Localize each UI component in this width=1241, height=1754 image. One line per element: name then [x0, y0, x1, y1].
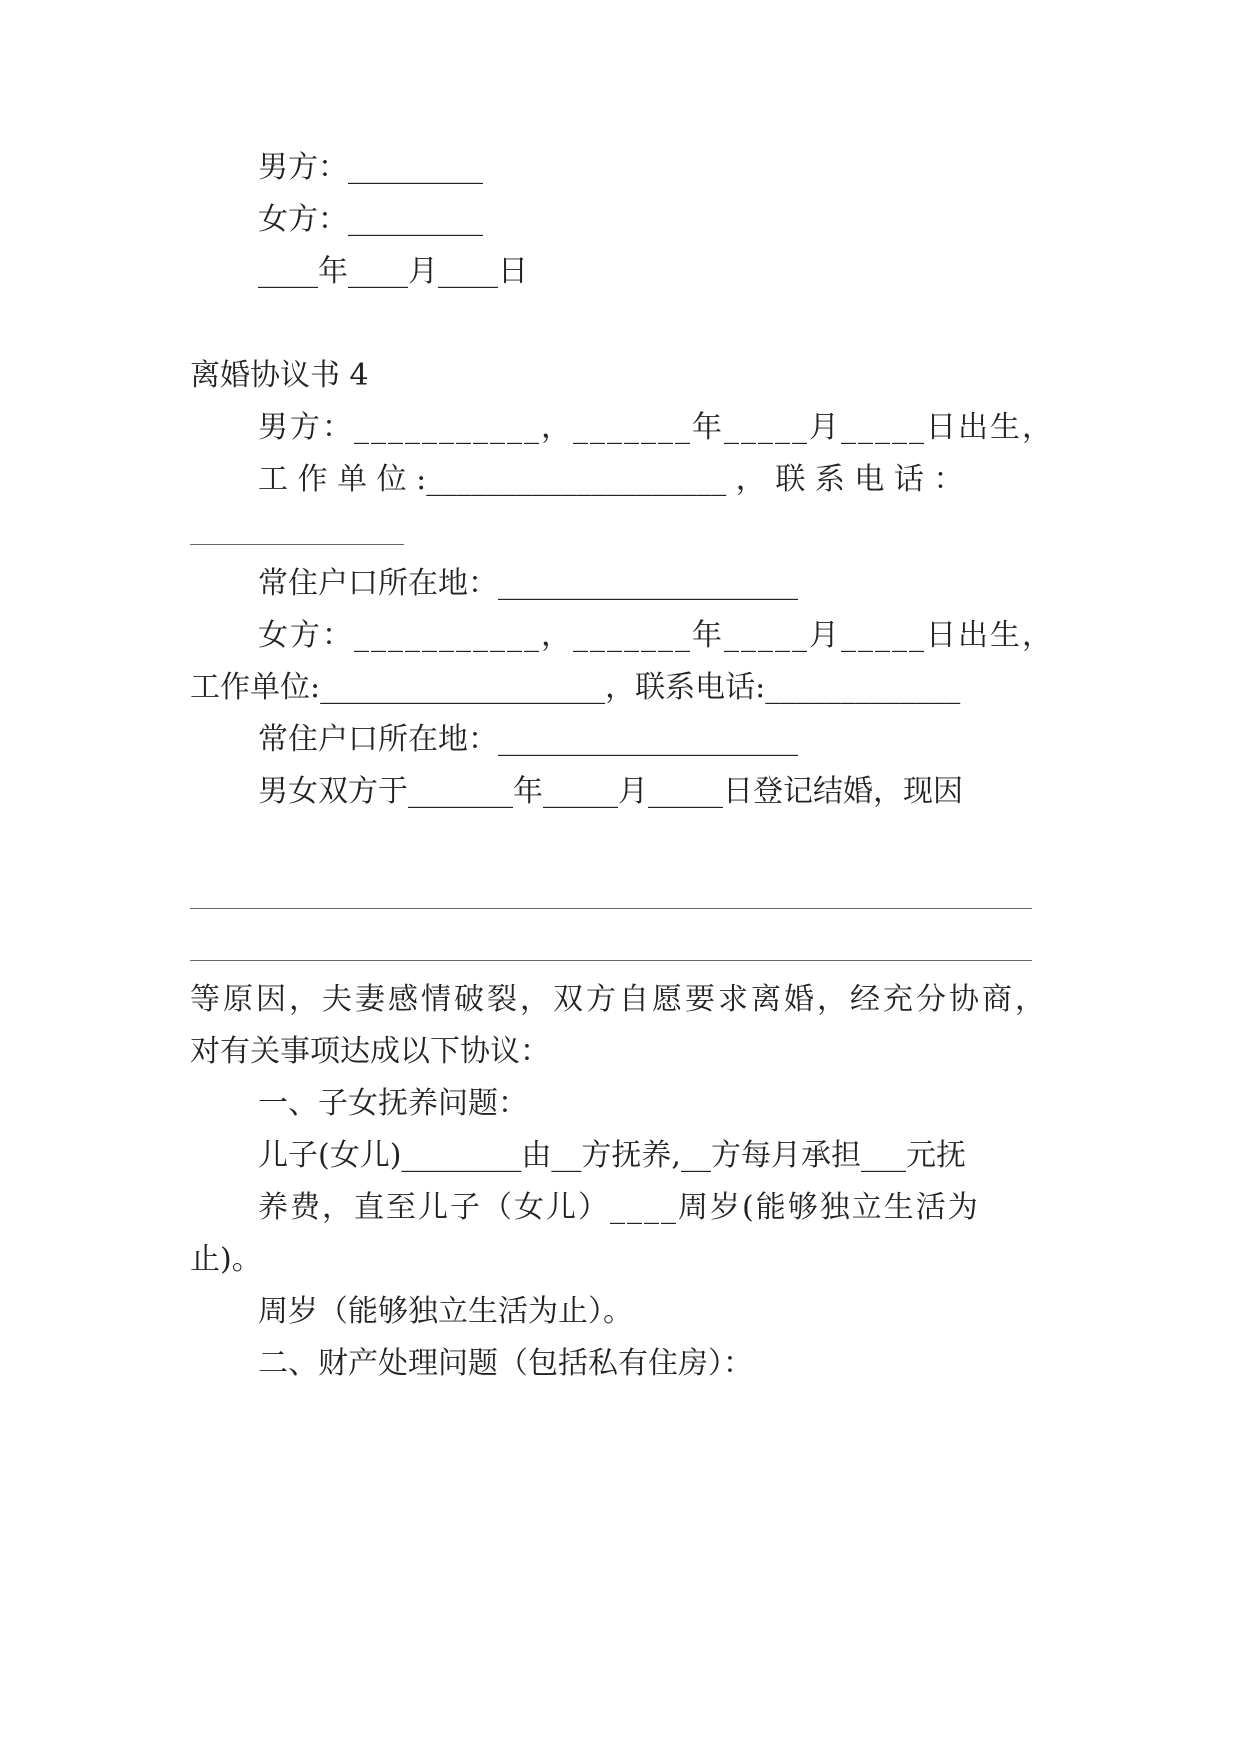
- female-work-line: 工作单位:___________________，联系电话:_____________: [190, 670, 961, 705]
- child-custody-line-2: 养费，直至儿子（女儿）____周岁(能够独立生活为: [258, 1190, 980, 1225]
- female-signature-line: 女方：_________: [258, 202, 483, 237]
- reason-blank-line-1: [190, 908, 1032, 909]
- male-household-line: 常住户口所在地：____________________: [258, 566, 798, 601]
- male-work-line: 工 作 单 位 :____________________ ， 联 系 电 话 ：: [258, 462, 964, 497]
- child-custody-line-1: 儿子(女儿)________由__方抚养,__方每月承担___元抚: [258, 1138, 966, 1173]
- reason-paragraph-line-2: 对有关事项达成以下协议：: [190, 1034, 550, 1069]
- reason-paragraph-line-1: 等原因，夫妻感情破裂，双方自愿要求离婚，经充分协商，: [190, 982, 1048, 1017]
- male-signature-line: 男方：_________: [258, 150, 483, 185]
- child-custody-heading: 一、子女抚养问题：: [258, 1086, 528, 1121]
- reason-blank-line-2: [190, 960, 1032, 961]
- marriage-registration-line: 男女双方于_______年_____月_____日登记结婚，现因: [258, 774, 963, 809]
- female-household-line: 常住户口所在地：____________________: [258, 722, 798, 757]
- section-title: 离婚协议书 4: [190, 358, 369, 393]
- child-custody-line-4: 周岁（能够独立生活为止）。: [258, 1294, 633, 1329]
- child-custody-line-3: 止)。: [190, 1242, 262, 1277]
- property-heading: 二、财产处理问题（包括私有住房）：: [258, 1346, 753, 1381]
- male-phone-blank: [190, 544, 404, 545]
- date-line: ____年____月____日: [258, 254, 528, 289]
- female-info-line: 女方：___________，_______年_____月_____日出生，: [258, 618, 1054, 653]
- male-info-line: 男方：___________，_______年_____月_____日出生，: [258, 410, 1054, 445]
